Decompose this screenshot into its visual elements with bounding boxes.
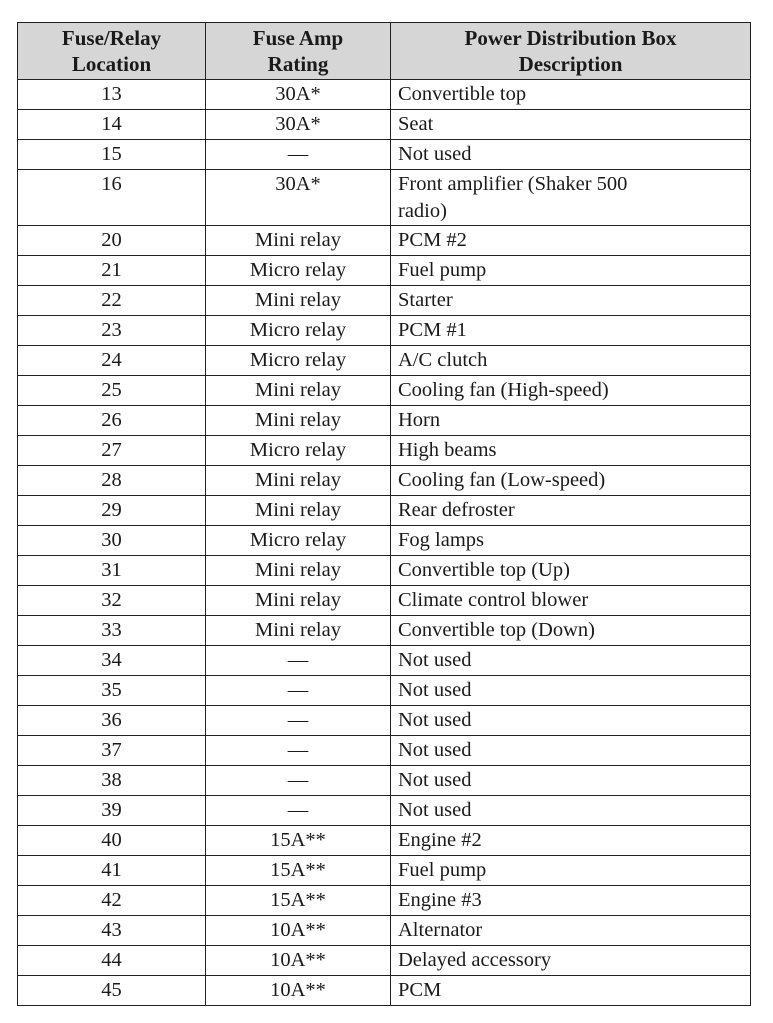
rating-cell: 10A** — [206, 946, 391, 976]
rating-cell: — — [206, 646, 391, 676]
description-cell: Convertible top (Down) — [391, 616, 751, 646]
table-row — [18, 796, 751, 826]
description-cell: Fuel pump — [391, 256, 751, 286]
rating-cell: Mini relay — [206, 556, 391, 586]
description-cell: Horn — [391, 406, 751, 436]
header-fuse-relay-location — [18, 23, 206, 80]
rating-cell: Mini relay — [206, 406, 391, 436]
header-fuse-amp-rating — [206, 23, 391, 80]
table-row — [18, 826, 751, 856]
location-cell: 31 — [18, 556, 206, 586]
location-cell: 32 — [18, 586, 206, 616]
description-cell: Not used — [391, 140, 751, 170]
table-row — [18, 706, 751, 736]
description-cell: Fog lamps — [391, 526, 751, 556]
location-cell: 16 — [18, 170, 206, 226]
description-cell: Not used — [391, 676, 751, 706]
table-row — [18, 110, 751, 140]
table-row — [18, 346, 751, 376]
table-row — [18, 886, 751, 916]
table-row — [18, 766, 751, 796]
rating-cell: — — [206, 676, 391, 706]
description-cell: Alternator — [391, 916, 751, 946]
rating-cell: Mini relay — [206, 286, 391, 316]
description-cell: Fuel pump — [391, 856, 751, 886]
rating-cell: Mini relay — [206, 616, 391, 646]
rating-cell: — — [206, 140, 391, 170]
header-line: Rating — [267, 52, 329, 76]
location-cell: 34 — [18, 646, 206, 676]
location-cell: 21 — [18, 256, 206, 286]
header-line: Fuse/Relay — [61, 26, 162, 50]
header-line: Fuse Amp — [252, 26, 344, 50]
location-cell: 14 — [18, 110, 206, 140]
description-cell: Starter — [391, 286, 751, 316]
location-cell: 30 — [18, 526, 206, 556]
rating-cell: 30A* — [206, 110, 391, 140]
location-cell: 15 — [18, 140, 206, 170]
location-cell: 24 — [18, 346, 206, 376]
table-row — [18, 646, 751, 676]
description-cell: Convertible top — [391, 80, 751, 110]
rating-cell: Micro relay — [206, 346, 391, 376]
header-line: Power Distribution Box — [464, 26, 677, 50]
rating-cell: 10A** — [206, 916, 391, 946]
location-cell: 45 — [18, 976, 206, 1006]
table-row — [18, 80, 751, 110]
location-cell: 35 — [18, 676, 206, 706]
location-cell: 22 — [18, 286, 206, 316]
description-cell: PCM #2 — [391, 226, 751, 256]
rating-cell: Micro relay — [206, 436, 391, 466]
table-row — [18, 526, 751, 556]
table-row — [18, 916, 751, 946]
table-row — [18, 946, 751, 976]
location-cell: 43 — [18, 916, 206, 946]
table-row — [18, 856, 751, 886]
rating-cell: Micro relay — [206, 526, 391, 556]
header-line: Location — [71, 52, 152, 76]
rating-cell: — — [206, 766, 391, 796]
table-row — [18, 586, 751, 616]
table-row — [18, 556, 751, 586]
location-cell: 37 — [18, 736, 206, 766]
location-cell: 28 — [18, 466, 206, 496]
table-row — [18, 226, 751, 256]
table-row — [18, 316, 751, 346]
table-row — [18, 256, 751, 286]
rating-cell: 15A** — [206, 856, 391, 886]
rating-cell: — — [206, 736, 391, 766]
description-cell: Delayed accessory — [391, 946, 751, 976]
description-line: Front amplifier (Shaker 500 — [398, 173, 628, 195]
table-row — [18, 286, 751, 316]
table-row — [18, 406, 751, 436]
power-distribution-box-table — [17, 22, 751, 1006]
location-cell: 41 — [18, 856, 206, 886]
table-row — [18, 496, 751, 526]
description-cell: PCM #1 — [391, 316, 751, 346]
rating-cell: Mini relay — [206, 496, 391, 526]
description-cell: Engine #2 — [391, 826, 751, 856]
description-cell — [391, 170, 751, 226]
rating-cell: — — [206, 706, 391, 736]
rating-cell: — — [206, 796, 391, 826]
description-cell: Climate control blower — [391, 586, 751, 616]
table-row — [18, 466, 751, 496]
table-row — [18, 616, 751, 646]
table-header-row — [18, 23, 751, 80]
description-cell: Rear defroster — [391, 496, 751, 526]
location-cell: 23 — [18, 316, 206, 346]
rating-cell: 10A** — [206, 976, 391, 1006]
description-cell: PCM — [391, 976, 751, 1006]
description-cell: Cooling fan (High-speed) — [391, 376, 751, 406]
header-line: Description — [518, 52, 623, 76]
header-description — [391, 23, 751, 80]
table-row — [18, 376, 751, 406]
rating-cell: 30A* — [206, 80, 391, 110]
description-cell: Engine #3 — [391, 886, 751, 916]
description-line: radio) — [398, 200, 447, 222]
location-cell: 36 — [18, 706, 206, 736]
location-cell: 40 — [18, 826, 206, 856]
table-row — [18, 140, 751, 170]
location-cell: 42 — [18, 886, 206, 916]
rating-cell: Mini relay — [206, 376, 391, 406]
rating-cell: Micro relay — [206, 256, 391, 286]
location-cell: 13 — [18, 80, 206, 110]
description-cell: Not used — [391, 796, 751, 826]
location-cell: 20 — [18, 226, 206, 256]
table-row — [18, 736, 751, 766]
location-cell: 38 — [18, 766, 206, 796]
location-cell: 33 — [18, 616, 206, 646]
description-cell: Cooling fan (Low-speed) — [391, 466, 751, 496]
description-cell: Convertible top (Up) — [391, 556, 751, 586]
rating-cell: 30A* — [206, 170, 391, 226]
rating-cell: 15A** — [206, 886, 391, 916]
location-cell: 27 — [18, 436, 206, 466]
table-row — [18, 436, 751, 466]
rating-cell: Mini relay — [206, 586, 391, 616]
table-row — [18, 676, 751, 706]
rating-cell: 15A** — [206, 826, 391, 856]
rating-cell: Micro relay — [206, 316, 391, 346]
description-cell: Not used — [391, 766, 751, 796]
description-cell: Seat — [391, 110, 751, 140]
location-cell: 29 — [18, 496, 206, 526]
description-cell: High beams — [391, 436, 751, 466]
location-cell: 39 — [18, 796, 206, 826]
table-row — [18, 976, 751, 1006]
description-cell: Not used — [391, 646, 751, 676]
description-cell: Not used — [391, 736, 751, 766]
rating-cell: Mini relay — [206, 466, 391, 496]
description-cell: A/C clutch — [391, 346, 751, 376]
location-cell: 26 — [18, 406, 206, 436]
rating-cell: Mini relay — [206, 226, 391, 256]
location-cell: 25 — [18, 376, 206, 406]
table-row — [18, 170, 751, 226]
description-cell: Not used — [391, 706, 751, 736]
location-cell: 44 — [18, 946, 206, 976]
